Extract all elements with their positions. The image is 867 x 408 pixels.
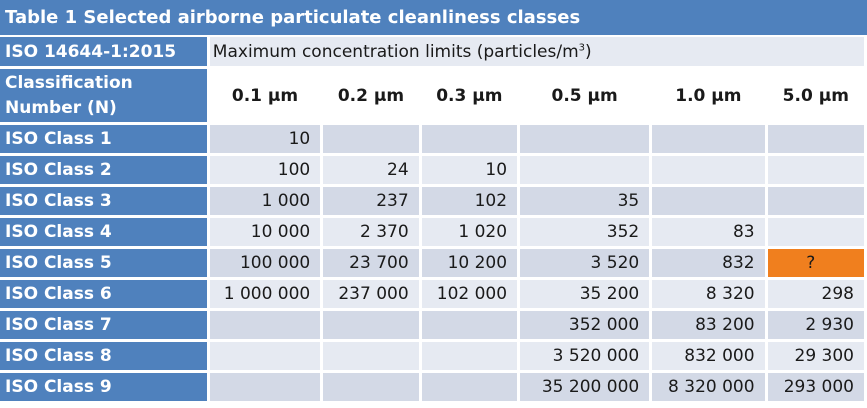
column-header: 1.0 µm [652, 69, 764, 122]
row-label: ISO Class 4 [0, 218, 207, 246]
table-cell: 35 [520, 187, 649, 215]
table-cell [520, 156, 649, 184]
table-cell: 8 320 000 [652, 373, 764, 401]
table-cell [422, 311, 517, 339]
table-cell: 237 [323, 187, 418, 215]
max-concentration-header: Maximum concentration limits $(particles/m^3)$ [210, 37, 864, 66]
table-cell [210, 311, 320, 339]
table-cell [210, 373, 320, 401]
table-cell: 832 000 [652, 342, 764, 370]
table-cell: 10 [210, 125, 320, 153]
table-cell [768, 218, 864, 246]
table-cell: 35 200 000 [520, 373, 649, 401]
row-label: ISO Class 5 [0, 249, 207, 277]
table-cell: 100 [210, 156, 320, 184]
table-cell: 832 [652, 249, 764, 277]
table-cell: 8 320 [652, 280, 764, 308]
row-label: ISO Class 3 [0, 187, 207, 215]
row-label: ISO Class 6 [0, 280, 207, 308]
table-cell: 102 [422, 187, 517, 215]
table-cell [768, 187, 864, 215]
table-cell: 35 200 [520, 280, 649, 308]
row-label: ISO Class 8 [0, 342, 207, 370]
table-cell [422, 342, 517, 370]
table-row [0, 125, 864, 153]
table-cell: 293 000 [768, 373, 864, 401]
table-cell: 352 [520, 218, 649, 246]
table-cell [652, 187, 764, 215]
table-cell [323, 125, 418, 153]
row-label: ISO Class 7 [0, 311, 207, 339]
column-header: 0.3 µm [422, 69, 517, 122]
table-cell [323, 311, 418, 339]
table-row [0, 187, 864, 215]
row-label: ISO Class 2 [0, 156, 207, 184]
table-cell [768, 156, 864, 184]
table-cell: 10 000 [210, 218, 320, 246]
column-header: 0.5 µm [520, 69, 649, 122]
table-title: Table 1 Selected airborne particulate cleanliness classes [0, 0, 867, 35]
table-cell: 1 000 [210, 187, 320, 215]
table-cell: 83 200 [652, 311, 764, 339]
table-cell: 1 020 [422, 218, 517, 246]
table-cell [520, 125, 649, 153]
table-row [0, 373, 864, 401]
table-cell: 24 [323, 156, 418, 184]
table-cell [422, 125, 517, 153]
classification-header: Classification Number (N) [0, 69, 207, 122]
table-row [0, 280, 864, 308]
cleanliness-table [0, 34, 867, 404]
caption-cutoff [0, 401, 867, 408]
standard-header: ISO 14644-1:2015 [0, 37, 207, 66]
table-row [0, 218, 864, 246]
table-cell: 102 000 [422, 280, 517, 308]
row-label: ISO Class 9 [0, 373, 207, 401]
table-cell [652, 156, 764, 184]
table-cell: 3 520 [520, 249, 649, 277]
table-cell: 10 200 [422, 249, 517, 277]
table-row [0, 156, 864, 184]
column-header: 5.0 µm [768, 69, 864, 122]
table-row [0, 311, 864, 339]
table-cell [422, 373, 517, 401]
highlighted-cell: ? [768, 249, 864, 277]
table-cell: 1 000 000 [210, 280, 320, 308]
column-header: 0.2 µm [323, 69, 418, 122]
table-cell: 298 [768, 280, 864, 308]
table-cell: 3 520 000 [520, 342, 649, 370]
table-cell [210, 342, 320, 370]
table-cell: 10 [422, 156, 517, 184]
table-cell: 2 370 [323, 218, 418, 246]
table-cell [768, 125, 864, 153]
table-row [0, 249, 864, 277]
table-cell: 29 300 [768, 342, 864, 370]
column-header: 0.1 µm [210, 69, 320, 122]
table-row [0, 342, 864, 370]
table-cell: 100 000 [210, 249, 320, 277]
table-cell [323, 373, 418, 401]
table-cell: 2 930 [768, 311, 864, 339]
table-cell: 237 000 [323, 280, 418, 308]
table-cell: 352 000 [520, 311, 649, 339]
table-cell [652, 125, 764, 153]
table-cell [323, 342, 418, 370]
row-label: ISO Class 1 [0, 125, 207, 153]
table-cell: 83 [652, 218, 764, 246]
table-cell: 23 700 [323, 249, 418, 277]
